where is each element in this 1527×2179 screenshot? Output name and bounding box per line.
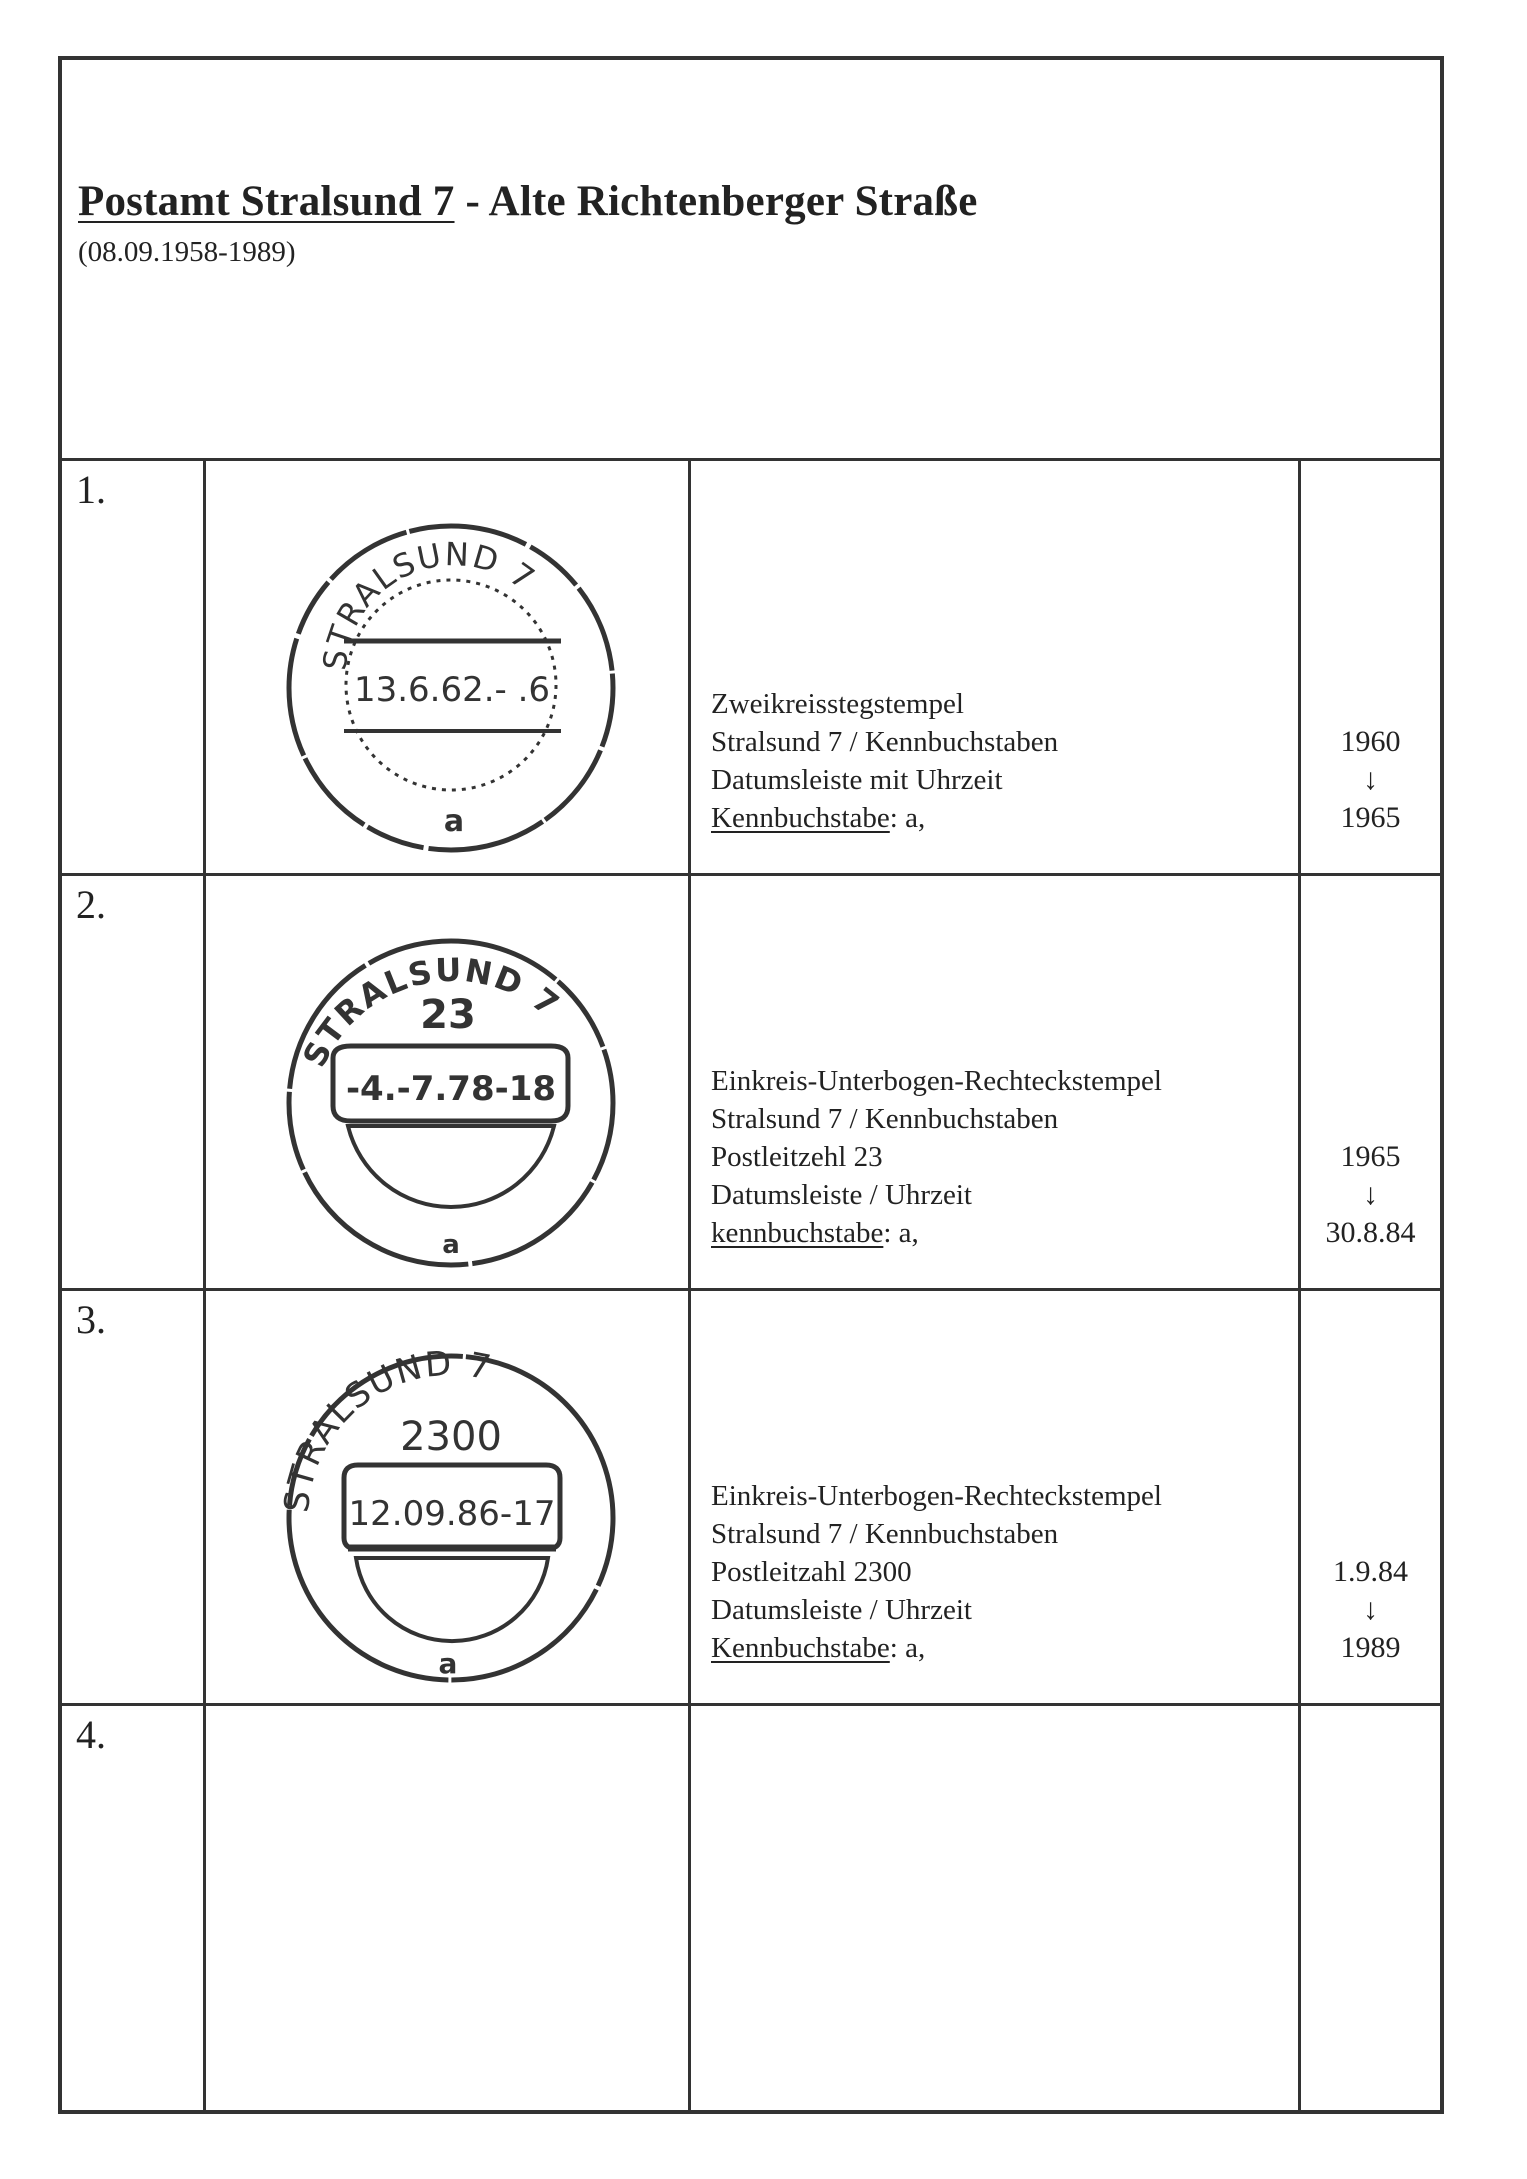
down-arrow-icon: ↓ bbox=[1363, 1178, 1378, 1211]
desc-label: Kennbuchstabe bbox=[711, 802, 890, 834]
postmark-stamp-3 bbox=[276, 1343, 626, 1693]
stamp-cell bbox=[206, 458, 691, 873]
stamp-date: 12.09.86-17 bbox=[348, 1494, 556, 1534]
stamp-cell bbox=[206, 1703, 691, 2110]
down-arrow-icon: ↓ bbox=[1363, 1593, 1378, 1626]
row-number: 2. bbox=[76, 882, 106, 927]
row-number-cell bbox=[62, 1703, 206, 2110]
years-cell bbox=[1301, 1288, 1440, 1703]
desc-label: Kennbuchstabe bbox=[711, 1632, 890, 1664]
stamp-description bbox=[711, 685, 1058, 837]
row-number: 3. bbox=[76, 1297, 106, 1342]
desc-line: Einkreis-Unterbogen-Rechteckstempel bbox=[711, 1065, 1162, 1097]
desc-line bbox=[711, 799, 1058, 837]
desc-line: Datumsleiste mit Uhrzeit bbox=[711, 764, 1003, 796]
stamp-date: -4.-7.78-18 bbox=[345, 1069, 557, 1109]
description-cell bbox=[691, 1288, 1301, 1703]
down-arrow-icon: ↓ bbox=[1363, 763, 1378, 796]
desc-line: Postleitzahl 2300 bbox=[711, 1556, 912, 1588]
desc-value: : a, bbox=[889, 1632, 926, 1664]
year-start: 1.9.84 bbox=[1333, 1555, 1408, 1588]
page-frame bbox=[58, 56, 1444, 2114]
title-post-office: Postamt Stralsund 7 bbox=[78, 178, 455, 225]
desc-line: Zweikreisstegstempel bbox=[711, 688, 964, 720]
page-title bbox=[78, 177, 978, 226]
usage-period bbox=[1301, 1138, 1440, 1252]
stamp-description bbox=[711, 1477, 1162, 1667]
stamp-arc-text: STRALSUND 7 bbox=[276, 1343, 496, 1515]
desc-value: : a, bbox=[883, 1217, 919, 1249]
row-number: 1. bbox=[76, 467, 106, 512]
desc-line: Datumsleiste / Uhrzeit bbox=[711, 1594, 972, 1626]
desc-value: : a, bbox=[889, 802, 926, 834]
table-row bbox=[62, 1288, 1440, 1706]
stamp-postcode: 23 bbox=[420, 992, 476, 1038]
year-end: 1965 bbox=[1340, 801, 1401, 834]
usage-period bbox=[1301, 723, 1440, 837]
postmark-stamp-2 bbox=[276, 928, 626, 1278]
stamp-letter: a bbox=[438, 1647, 458, 1680]
stamp-date: 13.6.62.- .6 bbox=[353, 670, 551, 710]
table-row bbox=[62, 458, 1440, 876]
stamp-letter: a bbox=[443, 804, 465, 839]
description-cell bbox=[691, 1703, 1301, 2110]
desc-line bbox=[711, 1214, 1162, 1252]
desc-line: Datumsleiste / Uhrzeit bbox=[711, 1179, 972, 1211]
years-cell bbox=[1301, 1703, 1440, 2110]
desc-line: Postleitzehl 23 bbox=[711, 1141, 883, 1173]
date-range-subtitle: (08.09.1958-1989) bbox=[78, 236, 296, 268]
title-street: - Alte Richtenberger Straße bbox=[454, 178, 978, 225]
stamp-letter: a bbox=[442, 1230, 460, 1260]
stamp-cell bbox=[206, 1288, 691, 1703]
stamp-postcode: 2300 bbox=[400, 1414, 502, 1460]
row-number-cell bbox=[62, 873, 206, 1288]
stamp-cell bbox=[206, 873, 691, 1288]
desc-line: Stralsund 7 / Kennbuchstaben bbox=[711, 726, 1059, 758]
stamp-description bbox=[711, 1062, 1162, 1252]
header-box bbox=[62, 60, 1440, 461]
desc-line: Stralsund 7 / Kennbuchstaben bbox=[711, 1103, 1059, 1135]
description-cell bbox=[691, 873, 1301, 1288]
year-end: 30.8.84 bbox=[1325, 1216, 1416, 1249]
stamp-arc-text: STRALSUND 7 bbox=[295, 950, 568, 1073]
table-row bbox=[62, 873, 1440, 1291]
usage-period bbox=[1301, 1553, 1440, 1667]
postmark-stamp-1 bbox=[276, 513, 626, 863]
desc-line: Stralsund 7 / Kennbuchstaben bbox=[711, 1518, 1059, 1550]
row-number-cell bbox=[62, 458, 206, 873]
years-cell bbox=[1301, 458, 1440, 873]
table-row bbox=[62, 1703, 1440, 2110]
desc-line: Einkreis-Unterbogen-Rechteckstempel bbox=[711, 1480, 1162, 1512]
stamp-arc-text: STRALSUND 7 bbox=[315, 535, 543, 673]
year-end: 1989 bbox=[1340, 1631, 1401, 1664]
year-start: 1965 bbox=[1340, 1140, 1401, 1173]
description-cell bbox=[691, 458, 1301, 873]
years-cell bbox=[1301, 873, 1440, 1288]
desc-label: kennbuchstabe bbox=[711, 1217, 884, 1249]
row-number: 4. bbox=[76, 1712, 106, 1757]
desc-line bbox=[711, 1629, 1162, 1667]
row-number-cell bbox=[62, 1288, 206, 1703]
year-start: 1960 bbox=[1340, 725, 1401, 758]
